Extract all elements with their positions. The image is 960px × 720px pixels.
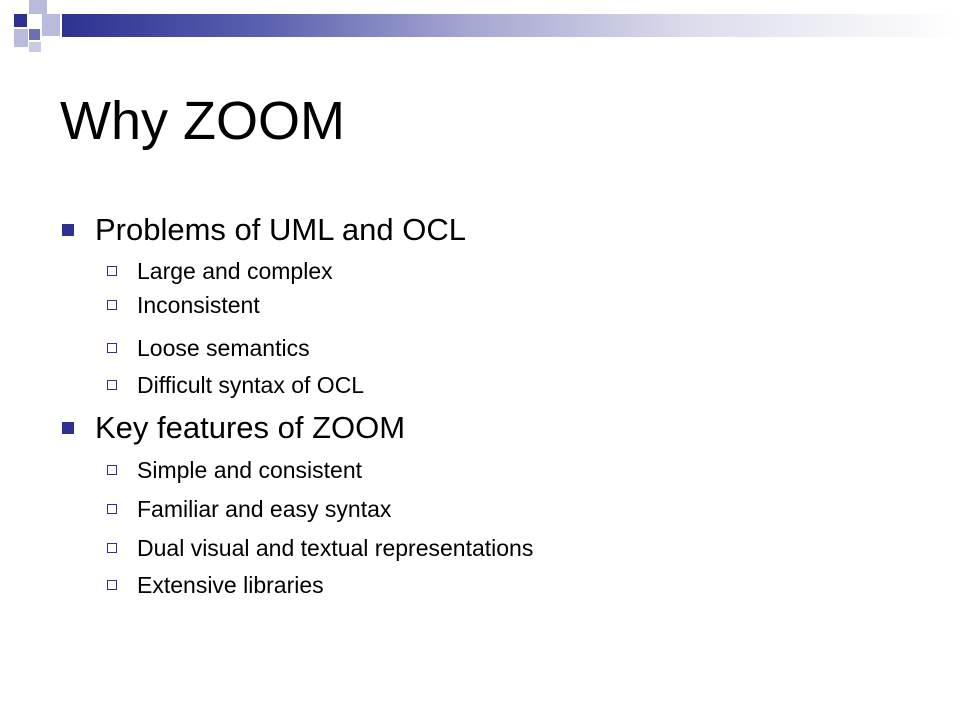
- list-item: Loose semantics: [137, 335, 310, 361]
- slide-title: Why ZOOM: [60, 91, 345, 151]
- list-item: Simple and consistent: [137, 457, 363, 483]
- list-item: Dual visual and textual representations: [137, 535, 534, 561]
- sub-bullet-box-icon: [107, 543, 117, 553]
- sub-bullet-box-icon: [107, 504, 117, 514]
- list-item: Large and complex: [137, 258, 333, 284]
- sub-bullet-box-icon: [107, 465, 117, 475]
- list-item: Inconsistent: [137, 292, 260, 318]
- bullet-square-icon: [62, 224, 74, 236]
- sub-bullet-box-icon: [107, 300, 117, 310]
- section-heading: Problems of UML and OCL: [95, 212, 467, 247]
- section-heading: Key features of ZOOM: [95, 410, 406, 445]
- sub-bullet-box-icon: [107, 343, 117, 353]
- list-item: Extensive libraries: [137, 572, 324, 598]
- list-item: Familiar and easy syntax: [137, 496, 392, 522]
- sub-bullet-box-icon: [107, 580, 117, 590]
- sub-bullet-box-icon: [107, 266, 117, 276]
- bullet-square-icon: [62, 422, 74, 434]
- list-item: Difficult syntax of OCL: [137, 372, 365, 398]
- sub-bullet-box-icon: [107, 380, 117, 390]
